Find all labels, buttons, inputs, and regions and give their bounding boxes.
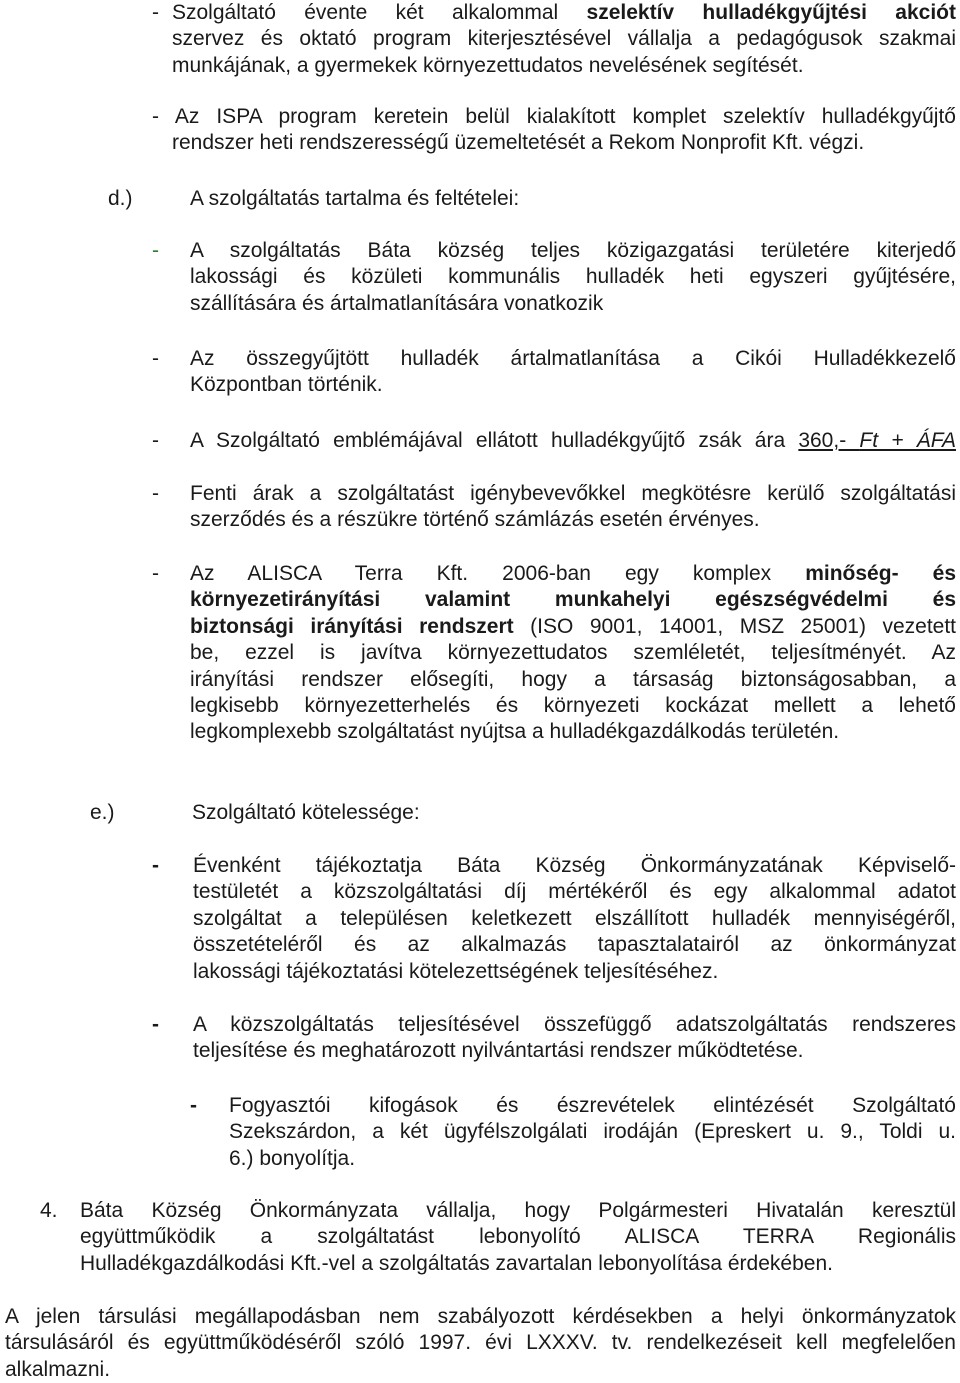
section-d-title: A szolgáltatás tartalma és feltételei: (190, 187, 520, 210)
text-line: irányítási rendszer elősegíti, hogy a társaság biztonságosabban, a (190, 667, 956, 691)
price-currency: Ft + ÁFA (859, 429, 956, 452)
list-dash: - (190, 1094, 197, 1117)
text-line: Báta Község Önkormányzata vállalja, hogy Polgármesteri Hivatalán keresztül (80, 1199, 956, 1222)
paragraph-ispa-program (152, 104, 956, 157)
item-number: 4. (40, 1199, 58, 1222)
text-line: Fogyasztói kifogások és észrevételek elintézését Szolgáltató (229, 1094, 956, 1117)
list-item-teruleti-kiterjedes (152, 238, 956, 317)
text-line: 6.) bonyolítja. (229, 1146, 356, 1170)
list-item-alisca-iranyitasi-rendszer (152, 561, 956, 746)
text-line: szerződés és a részükre történő számlázás esetén érvényes. (190, 508, 760, 532)
list-item-artalmatlanitas (152, 346, 956, 399)
bold-phrase: biztonsági irányítási rendszert (190, 614, 514, 638)
bold-phrase: szelektív hulladékgyűjtési akciót (586, 1, 957, 24)
text-line: Központban történik. (190, 373, 383, 397)
text-line: lakossági és közületi kommunális hulladék heti egyszeri gyűjtésére, (190, 265, 956, 289)
closing-paragraph (5, 1304, 956, 1383)
section-d-label: d.) (108, 187, 133, 210)
text-line: A Szolgáltató emblémájával ellátott hulladékgyűjtő zsák ára 360,- Ft + ÁFA (190, 429, 956, 452)
list-dash: - (152, 347, 159, 370)
list-dash: - (152, 429, 159, 452)
text-line: - Az ISPA program keretein belül kialakított komplet szelektív hulladékgyűjtő (152, 105, 956, 128)
text-line: Az ALISCA Terra Kft. 2006-ban egy komplex minőség- és (190, 562, 956, 585)
text-line: Szekszárdon, a két ügyfélszolgálati irodáján (Epreskert u. 9., Toldi u. (229, 1120, 956, 1144)
text-line: lakossági tájékoztatási kötelezettségének teljesítéséhez. (193, 959, 719, 983)
text-line: A közszolgáltatás teljesítésével összefüggő adatszolgáltatás rendszeres (193, 1013, 956, 1036)
text-line (190, 587, 956, 613)
list-item-adatszolgaltatas (152, 1012, 956, 1065)
text-line: Az összegyűjtött hulladék ártalmatlanítása a Cikói Hulladékkezelő (190, 347, 956, 370)
price-value: 360,- (798, 429, 860, 452)
text-line: munkájának, a gyermekek környezettudatos nevelésének segítését. (172, 53, 804, 77)
bold-phrase: minőség- és (805, 562, 956, 585)
list-item-zsak-ar (152, 428, 956, 454)
list-dash: - (152, 239, 159, 262)
text-line: biztonsági irányítási rendszert (ISO 9001, 14001, MSZ 25001) vezetett (190, 614, 957, 638)
text-line: A szolgáltatás Báta község teljes közigazgatási területére kiterjedő (190, 239, 956, 262)
text-line: legkomplexebb szolgáltatást nyújtsa a hulladékgazdálkodás területén. (190, 720, 840, 744)
list-dash: - (152, 562, 159, 585)
list-dash: - (152, 1, 159, 24)
text-line: Hulladékgazdálkodási Kft.-vel a szolgáltatás zavartalan lebonyolítása érdekében. (80, 1251, 833, 1275)
paragraph-szolgaltato-akcio (152, 0, 956, 79)
text-line: szervez és oktató program kiterjesztésével vállalja a pedagógusok szakmai (172, 27, 956, 51)
text-line: Fenti árak a szolgáltatást igénybevevőkkel megkötésre kerülő szolgáltatási (190, 482, 956, 505)
text-line: A jelen társulási megállapodásban nem szabályozott kérdésekben a helyi önkormányzatok (5, 1305, 956, 1328)
text-line: Évenként tájékoztatja Báta Község Önkormányzatának Képviselő- (193, 854, 956, 877)
text-line: alkalmazni. (5, 1357, 111, 1381)
text-line: legkisebb környezetterhelés és környezeti kockázat mellett a lehető (190, 694, 956, 718)
list-dash: - (152, 482, 159, 505)
text-line: összetételéről és az alkalmazás tapasztalatairól az önkormányzat (193, 933, 956, 957)
text-line: szállítására és ártalmatlanítására vonatkozik (190, 291, 604, 315)
list-item-evenkenti-tajekoztatas (152, 853, 956, 985)
numbered-item-4 (40, 1198, 956, 1277)
text-line: testületét a közszolgáltatási díj mértékéről és egy alkalommal adatot (193, 880, 956, 904)
text-line: társulásáról és együttműködéséről szóló 1997. évi LXXXV. tv. rendelkezéseit kell megfelelően (5, 1331, 956, 1355)
text-line: szolgáltat a településen keletkezett elszállított hulladék mennyiségéről, (193, 906, 956, 930)
text-line: rendszer heti rendszerességű üzemeltetését a Rekom Nonprofit Kft. végzi. (172, 131, 865, 155)
section-e-label: e.) (90, 801, 115, 824)
section-e-title: Szolgáltató kötelessége: (192, 801, 420, 824)
text-line: teljesítése és meghatározott nyilvántartási rendszer működtetése. (193, 1039, 804, 1063)
list-dash: - (152, 854, 159, 877)
bold-phrase: környezetirányítási valamint munkahelyi egészségvédelmi és (190, 588, 956, 612)
text-line: együttműködik a szolgáltatást lebonyolító ALISCA TERRA Regionális (80, 1225, 956, 1249)
list-item-szerzodes (152, 481, 956, 534)
text-line: Szolgáltató évente két alkalommal szelektív hulladékgyűjtési akciót (172, 1, 957, 24)
text-line: be, ezzel is javítva környezettudatos szemléletét, teljesítményét. Az (190, 641, 956, 665)
list-dash: - (152, 1013, 159, 1036)
list-item-fogyasztoi-kifogasok (190, 1093, 956, 1172)
